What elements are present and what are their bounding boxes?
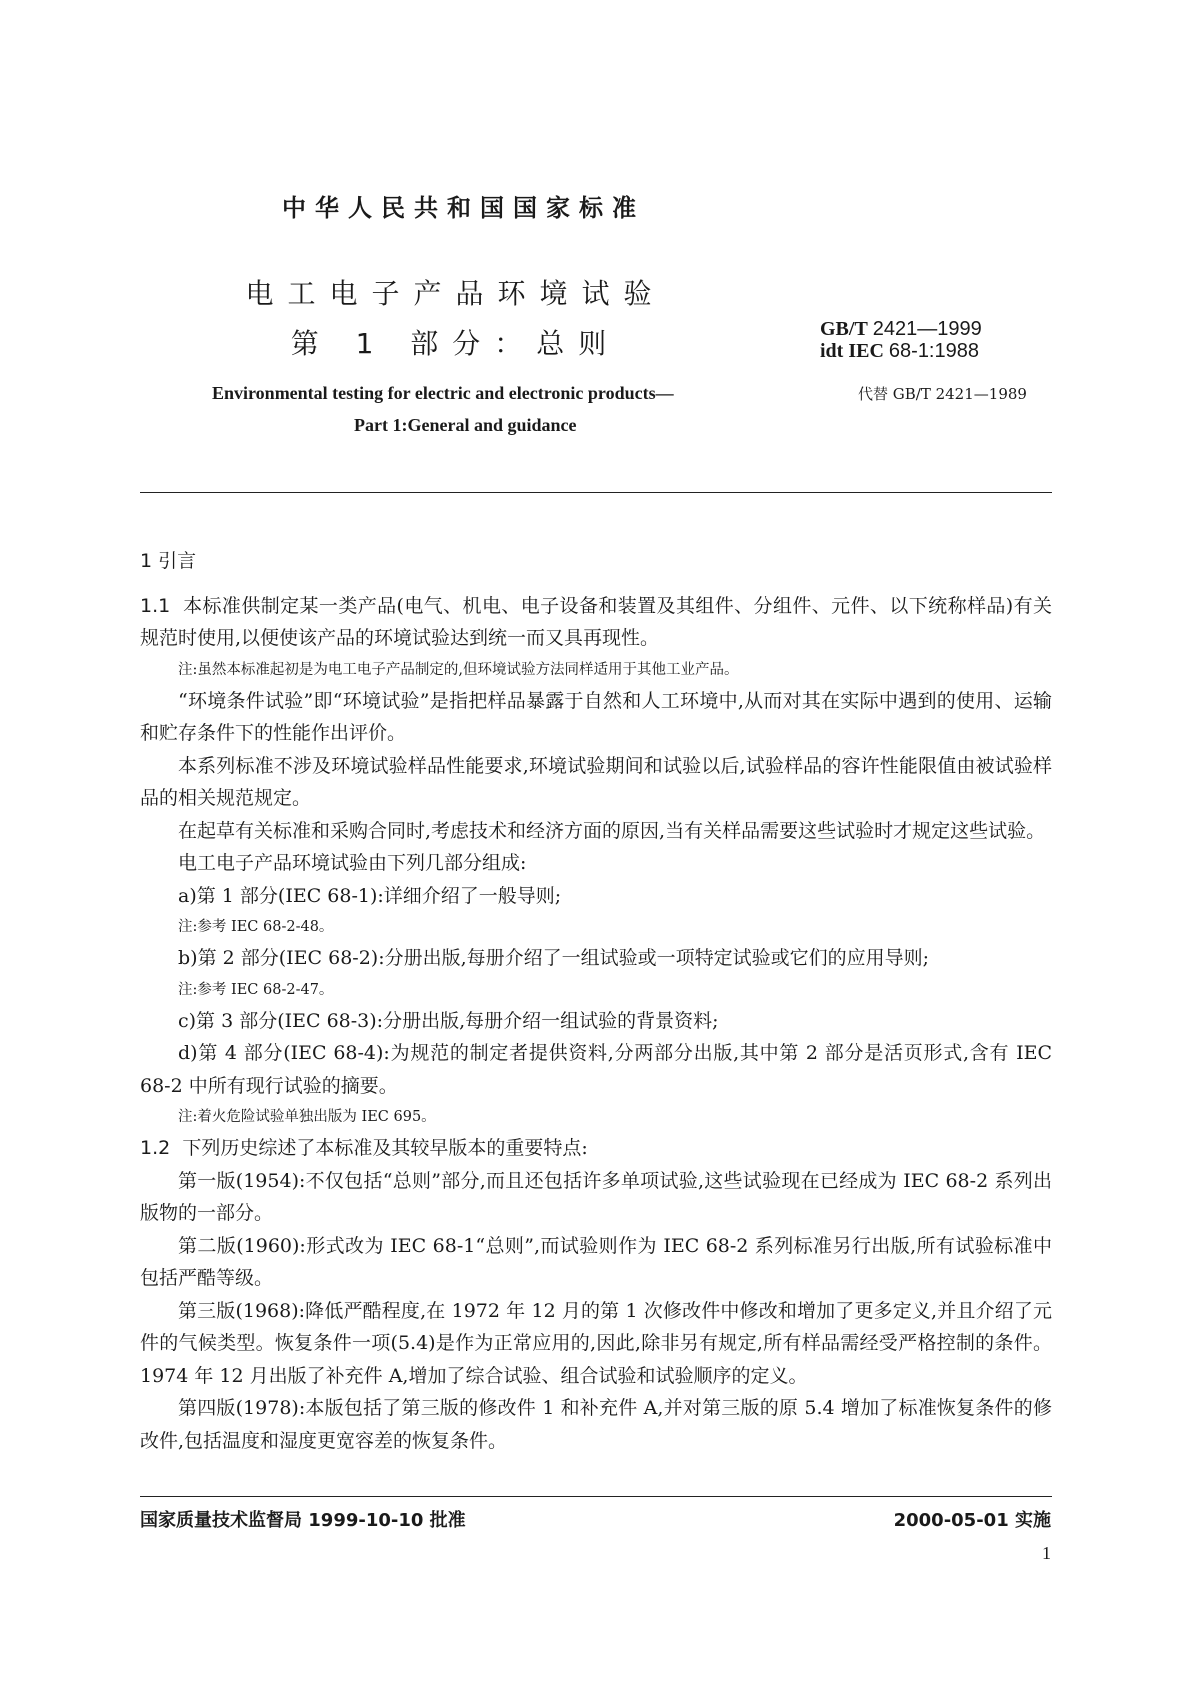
paragraph-5: 电工电子产品环境试验由下列几部分组成: (178, 852, 527, 874)
edition-1: 第一版(1954):不仅包括“总则”部分,而且还包括许多单项试验,这些试验现在已经成为 IEC 68-2 系列出版物的一部分。 (140, 1169, 1052, 1224)
header-divider (140, 492, 1052, 493)
section-1-title: 1 引言 (140, 550, 197, 572)
document-title-line2: 第 1 部分：总则 (290, 327, 621, 360)
paragraph-1-1-text: 本标准供制定某一类产品(电气、机电、电子设备和装置及其组件、分组件、元件、以下统称样品)有关规范时使用,以便使该产品的环境试验达到统一而又具再现性。 (140, 594, 1052, 649)
list-item-c: c)第 3 部分(IEC 68-3):分册出版,每册介绍一组试验的背景资料; (178, 1009, 719, 1032)
english-title-line2: Part 1:General and guidance (354, 415, 577, 435)
standard-code-prefix: GB/T (820, 318, 868, 340)
paragraph-4: 在起草有关标准和采购合同时,考虑技术和经济方面的原因,当有关样品需要这些试验时才规定这些试验。 (178, 819, 1046, 842)
clause-number-1-1: 1.1 (140, 594, 171, 617)
paragraph-1-2-text: 下列历史综述了本标准及其较早版本的重要特点: (182, 1137, 588, 1159)
list-item-b: b)第 2 部分(IEC 68-2):分册出版,每册介绍了一组试验或一项特定试验或它们的应用导则; (178, 947, 930, 969)
note-1: 注:虽然本标准起初是为电工电子产品制定的,但环境试验方法同样适用于其他工业产品。 (178, 661, 739, 678)
note-a: 注:参考 IEC 68-2-48。 (178, 919, 334, 935)
approval-line: 国家质量技术监督局 1999-10-10 批准 (140, 1510, 466, 1531)
idt-number: 68-1:1988 (888, 340, 979, 362)
standard-code (820, 317, 982, 341)
note-b: 注:参考 IEC 68-2-47。 (178, 981, 334, 998)
idt-reference (820, 340, 979, 363)
clause-number-1-2: 1.2 (140, 1137, 171, 1159)
national-standard-heading: 中华人民共和国国家标准 (282, 194, 645, 222)
paragraph-2: “环境条件试验”即“环境试验”是指把样品暴露于自然和人工环境中,从而对其在实际中遇到的使用、运输和贮存条件下的性能作出评价。 (140, 689, 1052, 744)
edition-3: 第三版(1968):降低严酷程度,在 1972 年 12 月的第 1 次修改件中修改和增加了更多定义,并且介绍了元件的气候类型。恢复条件一项(5.4)是作为正常应用的,因此,除非另有规定,所有样品需经受严格控制的条件。1974 年 12 月出版了补充件 A,增加了综合试验、组合试验和试验顺序的定义。 (140, 1299, 1052, 1387)
page-number: 1 (1042, 1543, 1051, 1563)
replaces-note: 代替 GB/T 2421—1989 (858, 385, 1027, 403)
document-body (140, 545, 1052, 1457)
edition-2: 第二版(1960):形式改为 IEC 68-1“总则”,而试验则作为 IEC 68-2 系列标准另行出版,所有试验标准中包括严酷等级。 (140, 1234, 1052, 1289)
footer-divider (140, 1496, 1052, 1497)
note-d: 注:着火危险试验单独出版为 IEC 695。 (178, 1109, 436, 1125)
english-title-line1: Environmental testing for electric and electronic products— (212, 383, 674, 403)
list-item-a: a)第 1 部分(IEC 68-1):详细介绍了一般导则; (178, 884, 562, 907)
effective-date: 2000-05-01 实施 (893, 1510, 1051, 1531)
document-title-line1: 电工电子产品环境试验 (245, 277, 666, 310)
edition-4: 第四版(1978):本版包括了第三版的修改件 1 和补充件 A,并对第三版的原 5.4 增加了标准恢复条件的修改件,包括温度和湿度更宽容差的恢复条件。 (140, 1397, 1052, 1452)
paragraph-3: 本系列标准不涉及环境试验样品性能要求,环境试验期间和试验以后,试验样品的容许性能限值由被试验样品的相关规范规定。 (140, 754, 1052, 809)
paragraph-1-1 (140, 590, 1052, 655)
idt-prefix: idt IEC (820, 340, 884, 362)
paragraph-1-2 (140, 1132, 1052, 1165)
list-item-d: d)第 4 部分(IEC 68-4):为规范的制定者提供资料,分两部分出版,其中第 2 部分是活页形式,含有 IEC 68-2 中所有现行试验的摘要。 (140, 1042, 1052, 1097)
standard-code-number: 2421—1999 (872, 318, 982, 340)
